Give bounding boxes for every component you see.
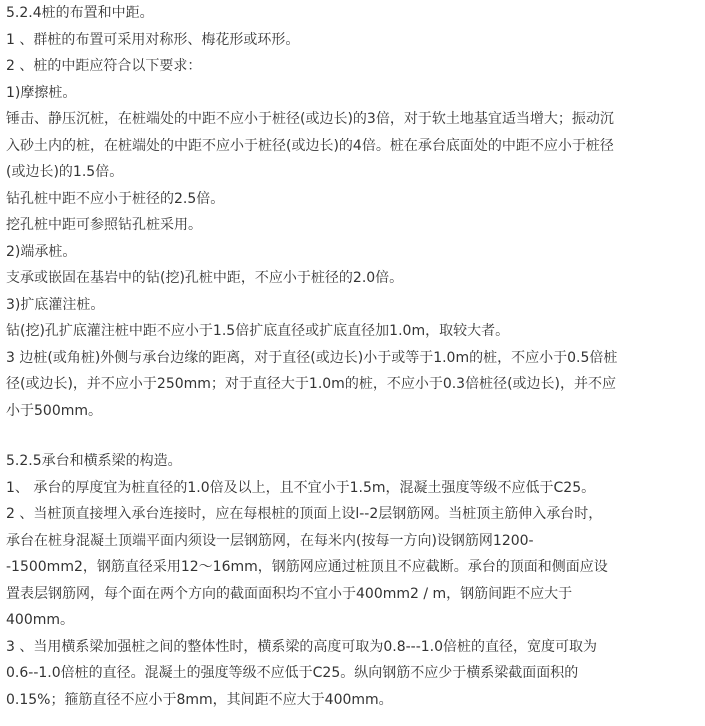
section-heading-5-2-5: 5.2.5承台和横系梁的构造。 [6, 453, 182, 469]
paragraph-line: 钻(挖)孔扩底灌注桩中距不应小于1.5倍扩底直径或扩底直径加1.0m，取较大者。 [6, 323, 510, 339]
paragraph-line: 小于500mm。 [6, 402, 102, 419]
paragraph-line: 1、 承台的厚度宜为桩直径的1.0倍及以上，且不宜小于1.5m，混凝土强度等级不应低于C25。 [6, 479, 596, 496]
paragraph-line: 入砂土内的桩，在桩端处的中距不应小于桩径(或边长)的4倍。桩在承台底面处的中距不应小于桩径 [6, 137, 614, 154]
paragraph-line: 支承或嵌固在基岩中的钻(挖)孔桩中距，不应小于桩径的2.0倍。 [6, 270, 404, 286]
paragraph-line: 承台在桩身混凝土顶端平面内须设一层钢筋网，在每米内(按每一方向)设钢筋网1200- [6, 532, 534, 549]
section-heading-5-2-4: 5.2.4桩的布置和中距。 [6, 5, 154, 21]
paragraph-line: 2)端承桩。 [6, 243, 77, 260]
paragraph-line: 3)扩底灌注桩。 [6, 296, 105, 313]
paragraph-line: (或边长)的1.5倍。 [6, 164, 124, 180]
paragraph-line: 锤击、静压沉桩，在桩端处的中距不应小于桩径(或边长)的3倍，对于软土地基宜适当增大；振动沉 [6, 111, 614, 127]
paragraph-line: 400mm。 [6, 612, 74, 628]
document-body [6, 0, 700, 713]
paragraph-line: 径(或边长)，并不应小于250mm；对于直径大于1.0m的桩，不应小于0.3倍桩径(或边长)，并不应 [6, 376, 617, 392]
section-spacer [6, 424, 700, 448]
paragraph-line: 3 、当用横系梁加强桩之间的整体性时，横系梁的高度可取为0.8---1.0倍桩的直径，宽度可取为 [6, 638, 598, 655]
paragraph-line: 2 、当桩顶直接埋入承台连接时，应在每根桩的顶面上设l--2层钢筋网。当桩顶主筋伸入承台时， [6, 506, 603, 522]
paragraph-line: 2 、桩的中距应符合以下要求： [6, 58, 202, 74]
paragraph-line: 0.6--1.0倍桩的直径。混凝土的强度等级不应低于C25。纵向钢筋不应少于横系梁截面面积的 [6, 665, 579, 681]
paragraph-line: 1 、群桩的布置可采用对称形、梅花形或环形。 [6, 31, 300, 48]
paragraph-line: 1)摩擦桩。 [6, 84, 77, 101]
paragraph-line: -1500mm2，钢筋直径采用12～16mm，钢筋网应通过桩顶且不应截断。承台的顶面和侧面应设 [6, 559, 608, 575]
paragraph-line: 挖孔桩中距可参照钻孔桩采用。 [6, 217, 202, 233]
paragraph-line: 置表层钢筋网，每个面在两个方向的截面面积均不宜小于400mm2 / m，钢筋间距不应大于 [6, 585, 573, 602]
paragraph-line: 钻孔桩中距不应小于桩径的2.5倍。 [6, 190, 225, 207]
paragraph-line: 0.15%；箍筋直径不应小于8mm，其间距不应大于400mm。 [6, 691, 393, 708]
paragraph-line: 3 边桩(或角桩)外侧与承台边缘的距离，对于直径(或边长)小于或等于1.0m的桩，不应小于0.5倍桩 [6, 349, 618, 366]
